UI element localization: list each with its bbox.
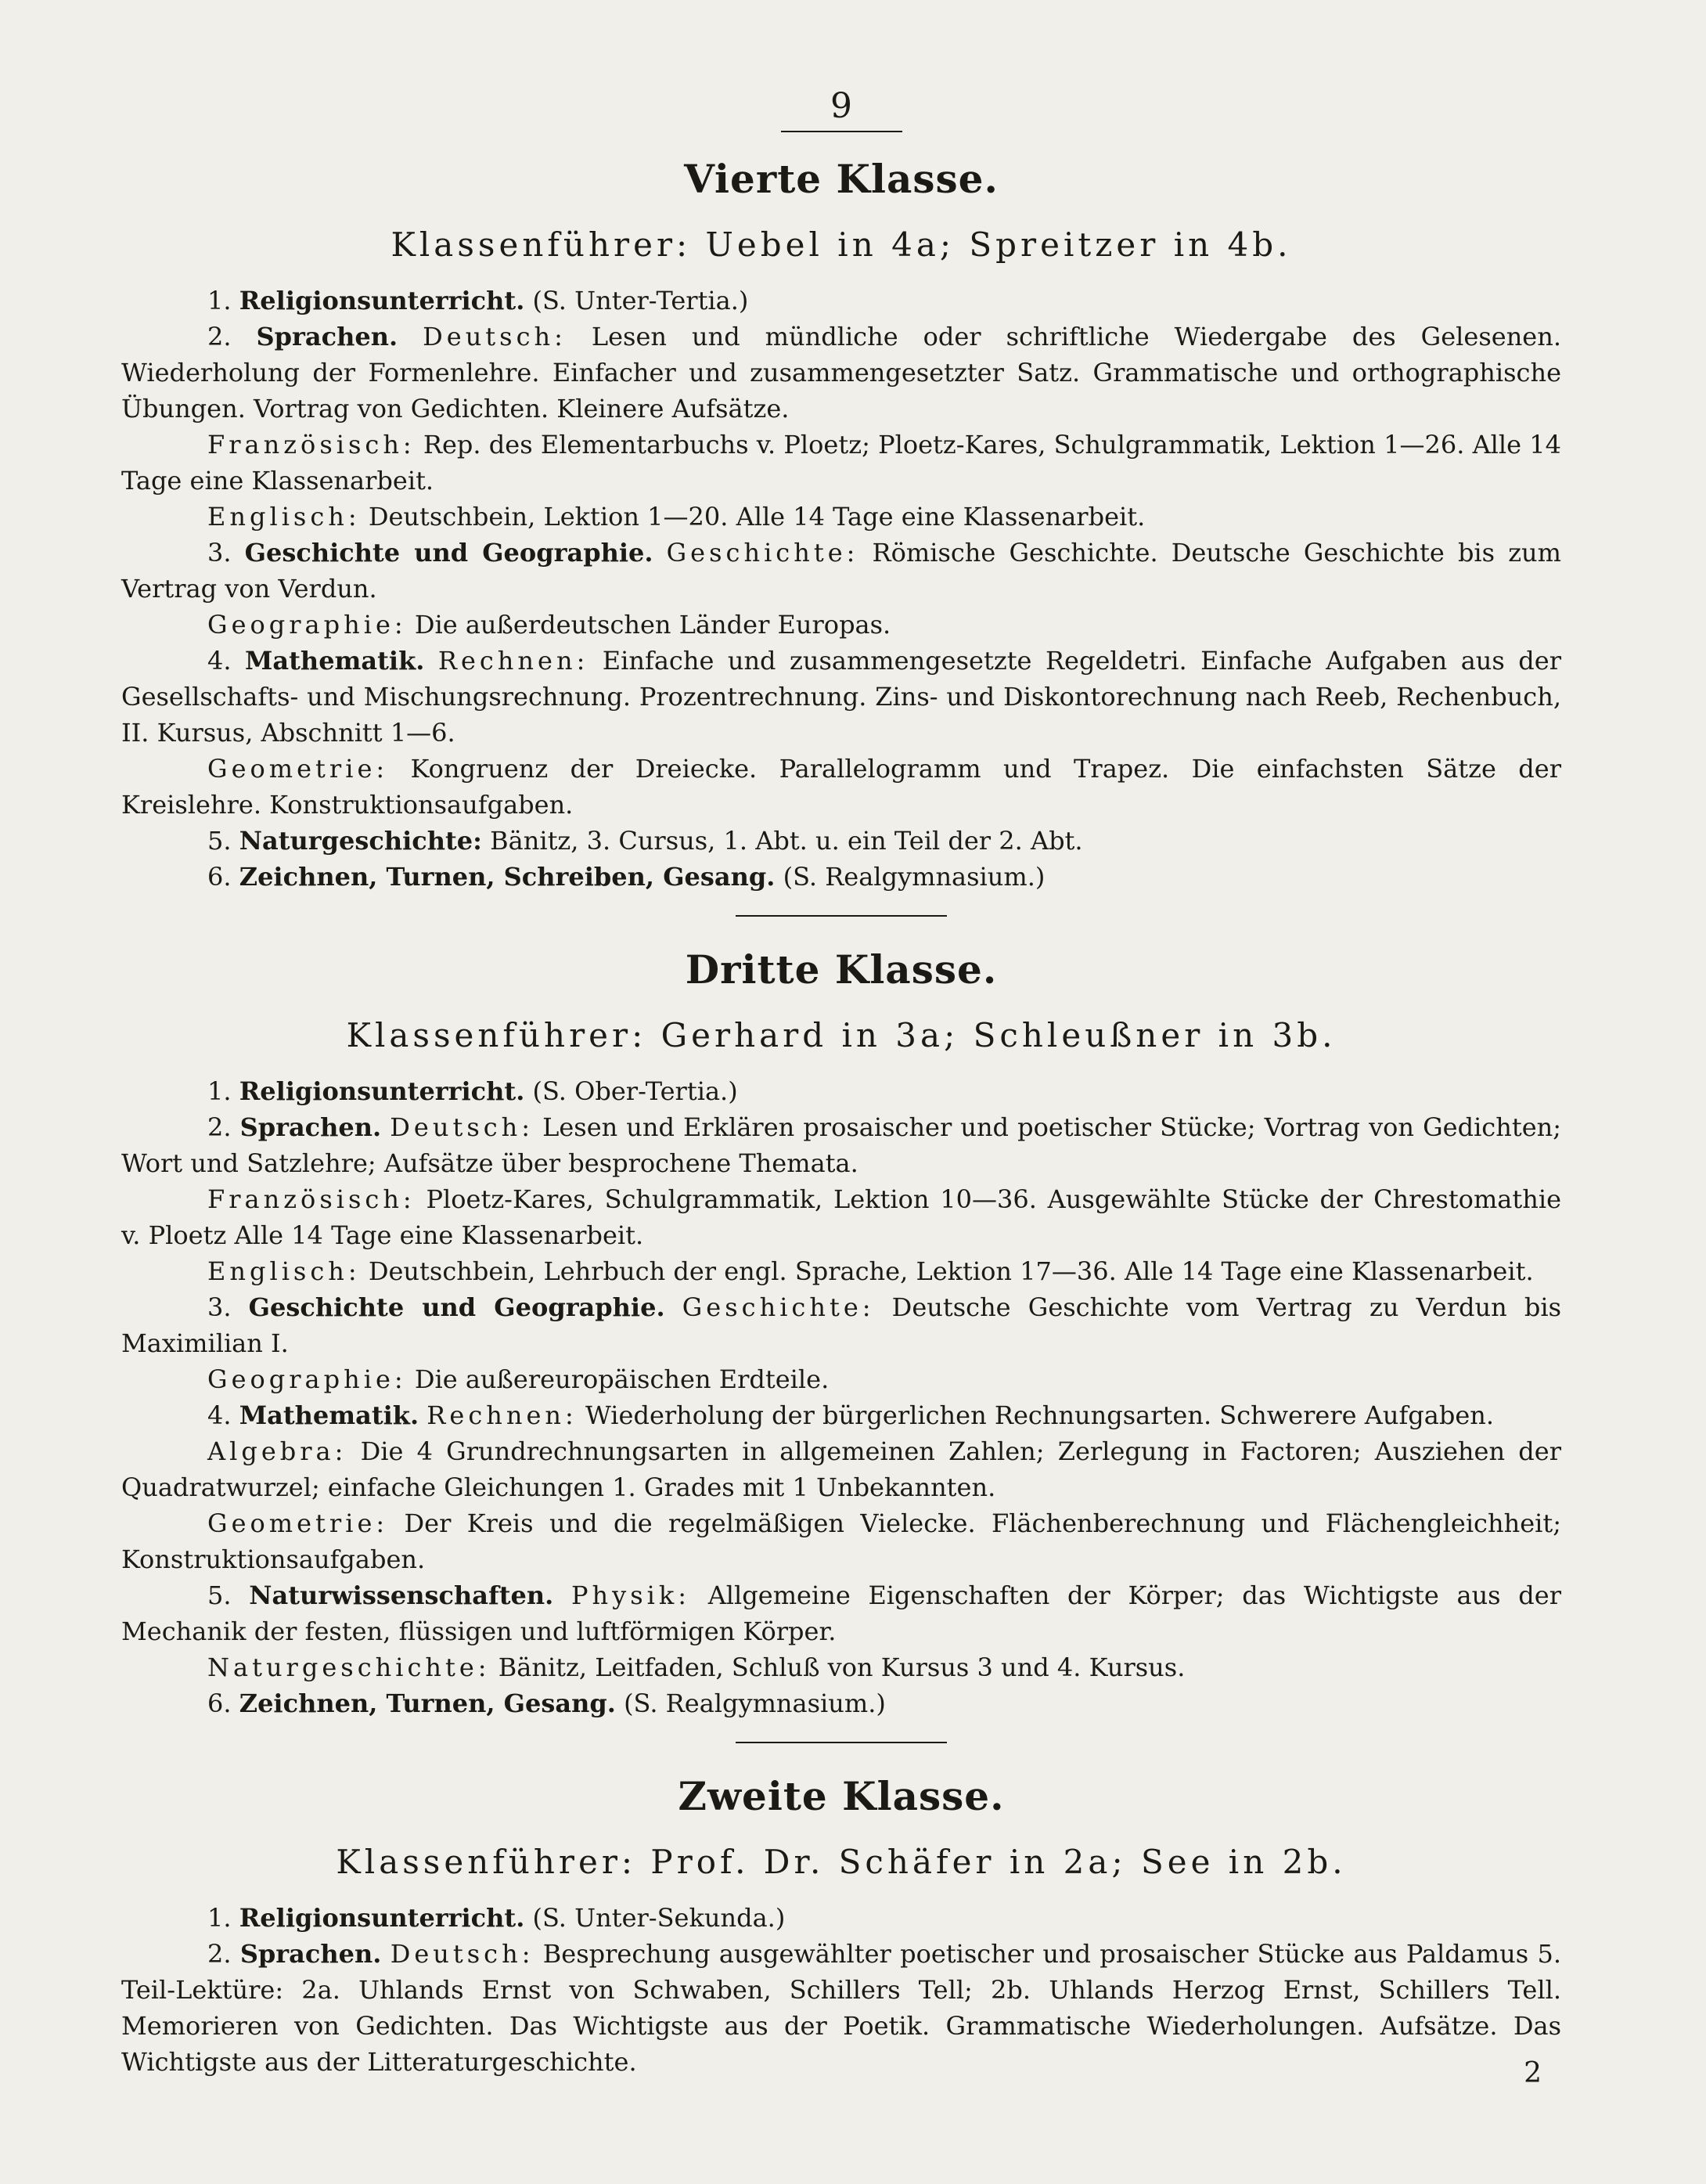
topic-label: Physik: (570, 1580, 691, 1610)
item-number: 1. (207, 286, 239, 315)
subject-item (121, 283, 1561, 319)
item-number: 3. (207, 1292, 249, 1322)
page-number-top: 9 (830, 86, 852, 126)
section-zweite-klasse (121, 1773, 1561, 2080)
subject-item (121, 1685, 1561, 1721)
item-number: 2. (207, 1939, 240, 1969)
subject-heading: Naturwissenschaften. (249, 1580, 554, 1610)
section-vierte-klasse (121, 156, 1561, 895)
item-number: 2. (207, 1112, 240, 1142)
item-text: (S. Ober-Tertia.) (524, 1076, 738, 1106)
item-text: Deutschbein, Lektion 1—20. Alle 14 Tage eine Klassenarbeit. (360, 502, 1146, 532)
subject-item (121, 1900, 1561, 1936)
subject-item (121, 1181, 1561, 1253)
item-number: 5. (207, 826, 239, 856)
section-title: Dritte Klasse. (685, 946, 998, 993)
subject-item (121, 1397, 1561, 1433)
subject-heading: Sprachen. (239, 1112, 382, 1142)
item-text: Einfache und zusammengesetzte Regeldetri. Einfache Aufgaben aus der Gesellschafts- und Mischungsrechnung. Prozentrechnung. Zins- und Diskontorechnung nach Reeb, Rechenbuch, II. Kursus, Abschnitt 1—6. (121, 646, 1562, 748)
topic-label: Geometrie: (207, 754, 389, 784)
item-text: Der Kreis und die regelmäßigen Vielecke. Flächenberechnung und Flächengleichheit; Konstruktionsaufgaben. (121, 1508, 1561, 1574)
item-text: Besprechung ausgewählter poetischer und prosaischer Stücke aus Paldamus 5. Teil-Lektüre: 2a. Uhlands Ernst von Schwaben, Schillers Tell; 2b. Uhlands Herzog Ernst, Schillers Tell. Memorieren von Gedichten. Das Wichtigste aus der Poetik. Grammatische Wiederholungen. Aufsätze. Das Wichtigste aus der Litteraturgeschichte. (121, 1939, 1562, 2077)
document-page (121, 86, 1561, 2080)
item-text: Bänitz, Leitfaden, Schluß von Kursus 3 und 4. Kursus. (490, 1652, 1186, 1682)
subject-heading: Zeichnen, Turnen, Schreiben, Gesang. (239, 862, 776, 892)
subject-item (121, 1649, 1561, 1685)
subject-heading: Zeichnen, Turnen, Gesang. (239, 1688, 616, 1718)
subject-item (121, 1289, 1561, 1361)
item-text: Deutschbein, Lehrbuch der engl. Sprache, Lektion 17—36. Alle 14 Tage eine Klassenarbeit. (360, 1256, 1534, 1286)
subject-item (121, 643, 1561, 751)
item-number: 1. (207, 1076, 239, 1106)
subject-heading: Religionsunterricht. (239, 1903, 525, 1933)
item-text: (S. Unter-Tertia.) (524, 286, 749, 315)
topic-label: Rechnen: (437, 646, 589, 676)
class-leader-line (121, 1016, 1561, 1054)
item-text: Die außerdeutschen Länder Europas. (406, 610, 891, 640)
item-text: Lesen und mündliche oder schriftliche Wiedergabe des Gelesenen. Wiederholung der Formenlehre. Einfacher und zusammengesetzter Satz. Grammatische und orthographische Übungen. Vortrag von Gedichten. Kleinere Aufsätze. (121, 322, 1562, 423)
subject-item (121, 499, 1561, 535)
item-text: (S. Realgymnasium.) (775, 862, 1046, 892)
topic-label: Deutsch: (423, 322, 567, 351)
subject-item (121, 535, 1561, 607)
item-text: Bänitz, 3. Cursus, 1. Abt. u. ein Teil der 2. Abt. (481, 826, 1083, 856)
section-title: Zweite Klasse. (678, 1773, 1005, 1819)
item-text: (S. Realgymnasium.) (615, 1688, 886, 1718)
item-text: Ploetz-Kares, Schulgrammatik, Lektion 10—36. Ausgewählte Stücke der Chrestomathie v. Ploetz Alle 14 Tage eine Klassenarbeit. (121, 1184, 1561, 1250)
subject-item (121, 1936, 1561, 2080)
topic-label: Geographie: (207, 610, 407, 640)
item-text: Die 4 Grundrechnungsarten in allgemeinen Zahlen; Zerlegung in Factoren; Ausziehen der Quadratwurzel; einfache Gleichungen 1. Grades mit 1 Unbekannten. (121, 1436, 1561, 1502)
topic-label: Französisch: (207, 1184, 416, 1214)
subject-item (121, 427, 1561, 499)
item-number: 4. (207, 1400, 239, 1430)
item-number: 2. (207, 322, 257, 351)
header-rule (781, 131, 902, 132)
section-divider (736, 915, 947, 917)
item-text: Kongruenz der Dreiecke. Parallelogramm und Trapez. Die einfachsten Sätze der Kreislehre. Konstruktionsaufgaben. (121, 754, 1561, 820)
subject-item (121, 1109, 1561, 1181)
item-text: Deutsche Geschichte vom Vertrag zu Verdun bis Maximilian I. (121, 1292, 1562, 1358)
item-number: 3. (207, 538, 245, 568)
subject-heading: Religionsunterricht. (239, 286, 525, 315)
item-text: Wiederholung der bürgerlichen Rechnungsarten. Schwerere Aufgaben. (577, 1400, 1495, 1430)
item-text: Allgemeine Eigenschaften der Körper; das Wichtigste aus der Mechanik der festen, flüssigen und luftförmigen Körper. (121, 1580, 1562, 1646)
class-leader-line (121, 1843, 1561, 1881)
item-number: 1. (207, 1903, 239, 1933)
subject-heading: Naturgeschichte: (239, 826, 482, 856)
subject-item (121, 823, 1561, 859)
topic-label: Französisch: (207, 430, 416, 460)
subject-heading: Mathematik. (244, 646, 425, 676)
item-number: 5. (207, 1580, 250, 1610)
item-text: Römische Geschichte. Deutsche Geschichte bis zum Vertrag von Verdun. (121, 538, 1561, 604)
class-leader-label: Klassenführer: (336, 1843, 637, 1881)
topic-label: Deutsch: (390, 1112, 534, 1142)
topic-label: Rechnen: (426, 1400, 578, 1430)
topic-label: Englisch: (207, 1256, 361, 1286)
subject-item (121, 859, 1561, 895)
topic-label: Geschichte: (682, 1292, 875, 1322)
subject-item (121, 607, 1561, 643)
item-text: (S. Unter-Sekunda.) (524, 1903, 786, 1933)
topic-label: Algebra: (207, 1436, 347, 1466)
subject-heading: Geschichte und Geographie. (244, 538, 653, 568)
subject-heading: Sprachen. (239, 1939, 382, 1969)
topic-label: Geographie: (207, 1364, 407, 1394)
item-text: Rep. des Elementarbuchs v. Ploetz; Ploetz-Kares, Schulgrammatik, Lektion 1—26. Alle 14 Tage eine Klassenarbeit. (121, 430, 1561, 496)
subject-heading: Religionsunterricht. (239, 1076, 525, 1106)
item-text: Lesen und Erklären prosaischer und poetischer Stücke; Vortrag von Gedichten; Wort und Satzlehre; Aufsätze über besprochene Themata. (121, 1112, 1562, 1178)
item-number: 6. (207, 862, 239, 892)
subject-item (121, 1073, 1561, 1109)
item-number: 6. (207, 1688, 239, 1718)
class-leader-names: Gerhard in 3a; Schleußner in 3b. (646, 1016, 1337, 1054)
subject-item (121, 1577, 1561, 1649)
subject-heading: Mathematik. (239, 1400, 419, 1430)
topic-label: Geometrie: (207, 1508, 389, 1538)
item-number: 4. (207, 646, 245, 676)
class-leader-label: Klassenführer: (391, 225, 692, 264)
subject-item (121, 319, 1561, 427)
topic-label: Naturgeschichte: (207, 1652, 491, 1682)
subject-item (121, 751, 1561, 823)
page-number-bottom: 2 (1524, 2057, 1542, 2089)
subject-item (121, 1505, 1561, 1577)
class-leader-label: Klassenführer: (346, 1016, 647, 1054)
topic-label: Geschichte: (666, 538, 859, 568)
section-title: Vierte Klasse. (684, 156, 999, 202)
class-leader-line (121, 225, 1561, 264)
subject-item (121, 1361, 1561, 1397)
class-leader-names: Uebel in 4a; Spreitzer in 4b. (691, 225, 1292, 264)
section-dritte-klasse (121, 946, 1561, 1721)
subject-heading: Geschichte und Geographie. (248, 1292, 665, 1322)
topic-label: Deutsch: (390, 1939, 534, 1969)
subject-heading: Sprachen. (256, 322, 398, 351)
class-leader-names: Prof. Dr. Schäfer in 2a; See in 2b. (636, 1843, 1347, 1881)
item-text: Die außereuropäischen Erdteile. (406, 1364, 830, 1394)
section-divider (736, 1742, 947, 1743)
topic-label: Englisch: (207, 502, 361, 532)
subject-item (121, 1253, 1561, 1289)
subject-item (121, 1433, 1561, 1505)
